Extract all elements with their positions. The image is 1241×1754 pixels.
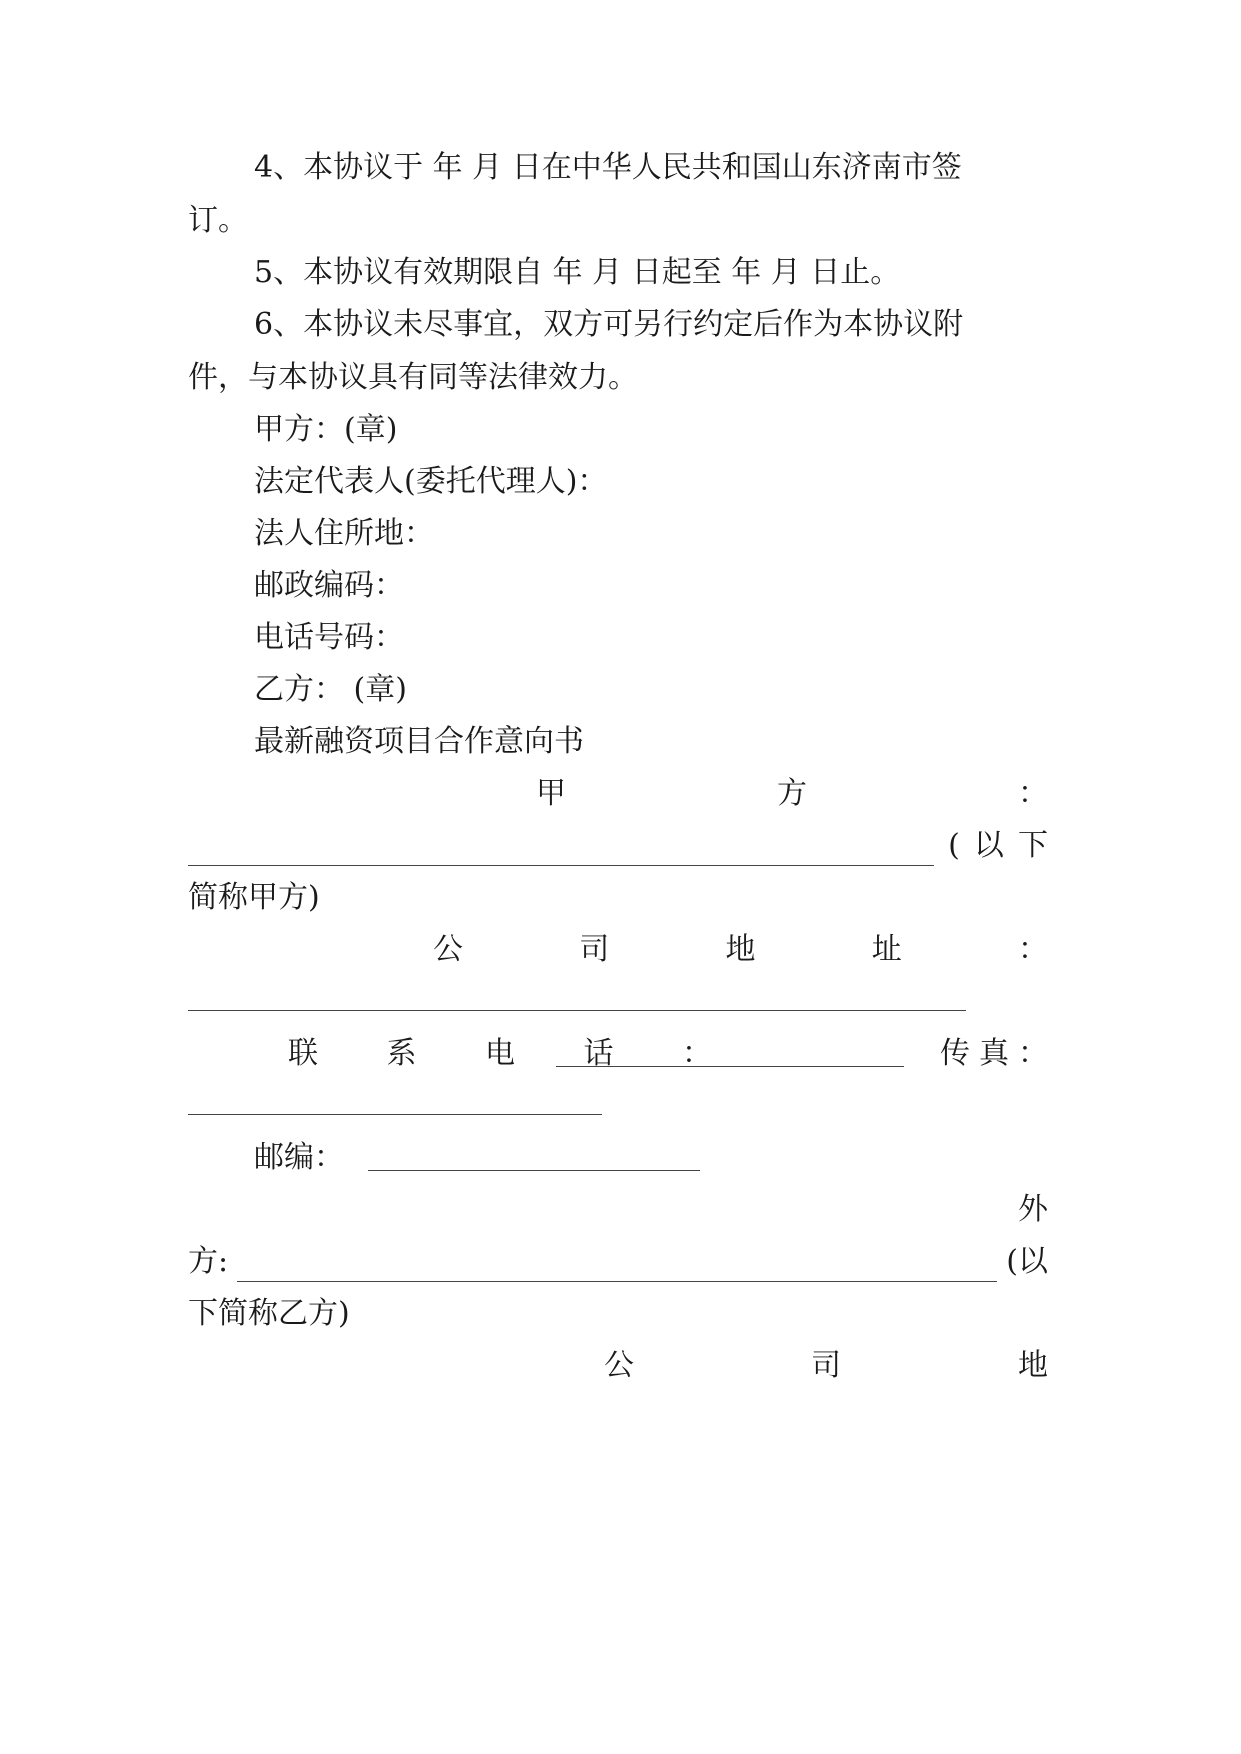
foreign-party-label-line-2: 方: [188, 1244, 229, 1279]
foreign-party-char-1: 外 [1018, 1192, 1048, 1227]
fax-colon: ： [1018, 1036, 1048, 1071]
phone-colon: ： [682, 1036, 712, 1071]
company-address-blank-row [188, 982, 1048, 1022]
foreign-party-suffix: (以 [1006, 1244, 1048, 1279]
phone-char-2: 系 [386, 1036, 417, 1071]
clause-6-line-1: 6、本协议未尽事宜，双方可另行约定后作为本协议附 [254, 307, 964, 342]
contact-row [188, 1034, 1048, 1074]
fax-char-2: 真 [979, 1036, 1009, 1071]
foreign-party-name-row [188, 1242, 1048, 1282]
company-address-b-char-3: 地 [1018, 1348, 1048, 1383]
fax-blank-row [188, 1086, 1048, 1126]
party-a-address: 法人住所地： [254, 516, 434, 551]
document-title: 最新融资项目合作意向书 [254, 724, 584, 759]
postcode-colon: ： [314, 1140, 344, 1175]
postcode-char-1: 邮 [254, 1140, 284, 1175]
company-address-char-1: 公 [433, 932, 463, 967]
party-a-representative: 法定代表人(委托代理人)： [254, 464, 608, 499]
phone-blank[interactable] [556, 1038, 904, 1067]
fax-char-1: 传 [940, 1036, 970, 1071]
clause-5: 5、本协议有效期限自 年 月 日起至 年 月 日止。 [254, 255, 901, 290]
party-a-char-2: 方 [777, 776, 807, 811]
fax-blank[interactable] [188, 1086, 602, 1115]
postcode-row [188, 1138, 1048, 1178]
phone-char-1: 联 [288, 1036, 318, 1071]
postcode-char-2: 编 [284, 1140, 314, 1175]
party-a-continuation: 简称甲方) [188, 880, 320, 915]
party-a-name-row [188, 826, 1048, 866]
company-address-label-row [188, 930, 1048, 970]
postcode-label [254, 1138, 344, 1178]
party-a-label-row [188, 774, 1048, 814]
party-a-suffix-2: 以 [973, 828, 1004, 863]
company-address-b-label-row [188, 1346, 1048, 1386]
company-address-b-char-1: 公 [604, 1348, 634, 1383]
party-b-seal: 乙方： (章) [254, 672, 407, 707]
party-a-suffix-1: ( [948, 828, 960, 863]
company-address-b-char-2: 司 [811, 1348, 841, 1383]
company-address-blank[interactable] [188, 982, 966, 1011]
clause-4-line-1: 4、本协议于 年 月 日在中华人民共和国山东济南市签 [254, 150, 962, 185]
party-a-seal: 甲方：(章) [254, 412, 398, 447]
company-address-char-4: 址 [871, 932, 902, 967]
foreign-party-label-line-1 [188, 1190, 1048, 1230]
foreign-party-name-blank[interactable] [237, 1253, 997, 1282]
party-a-phone: 电话号码： [254, 620, 404, 655]
party-a-suffix-3: 下 [1018, 828, 1048, 863]
clause-6-line-2: 件，与本协议具有同等法律效力。 [188, 360, 638, 395]
postcode-blank[interactable] [368, 1142, 700, 1171]
party-a-char-1: 甲 [536, 776, 566, 811]
party-a-name-blank[interactable] [188, 837, 934, 866]
foreign-party-continuation: 下简称乙方) [188, 1296, 350, 1331]
phone-char-3: 电 [485, 1036, 515, 1071]
party-a-colon: ： [1018, 776, 1048, 811]
party-a-postcode: 邮政编码： [254, 568, 404, 603]
fax-label [940, 1034, 1048, 1074]
company-address-char-3: 地 [725, 932, 756, 967]
clause-4-line-2: 订。 [188, 203, 248, 238]
phone-char-4: 话 [583, 1036, 614, 1071]
company-address-char-2: 司 [579, 932, 610, 967]
company-address-colon: ： [1018, 932, 1048, 967]
